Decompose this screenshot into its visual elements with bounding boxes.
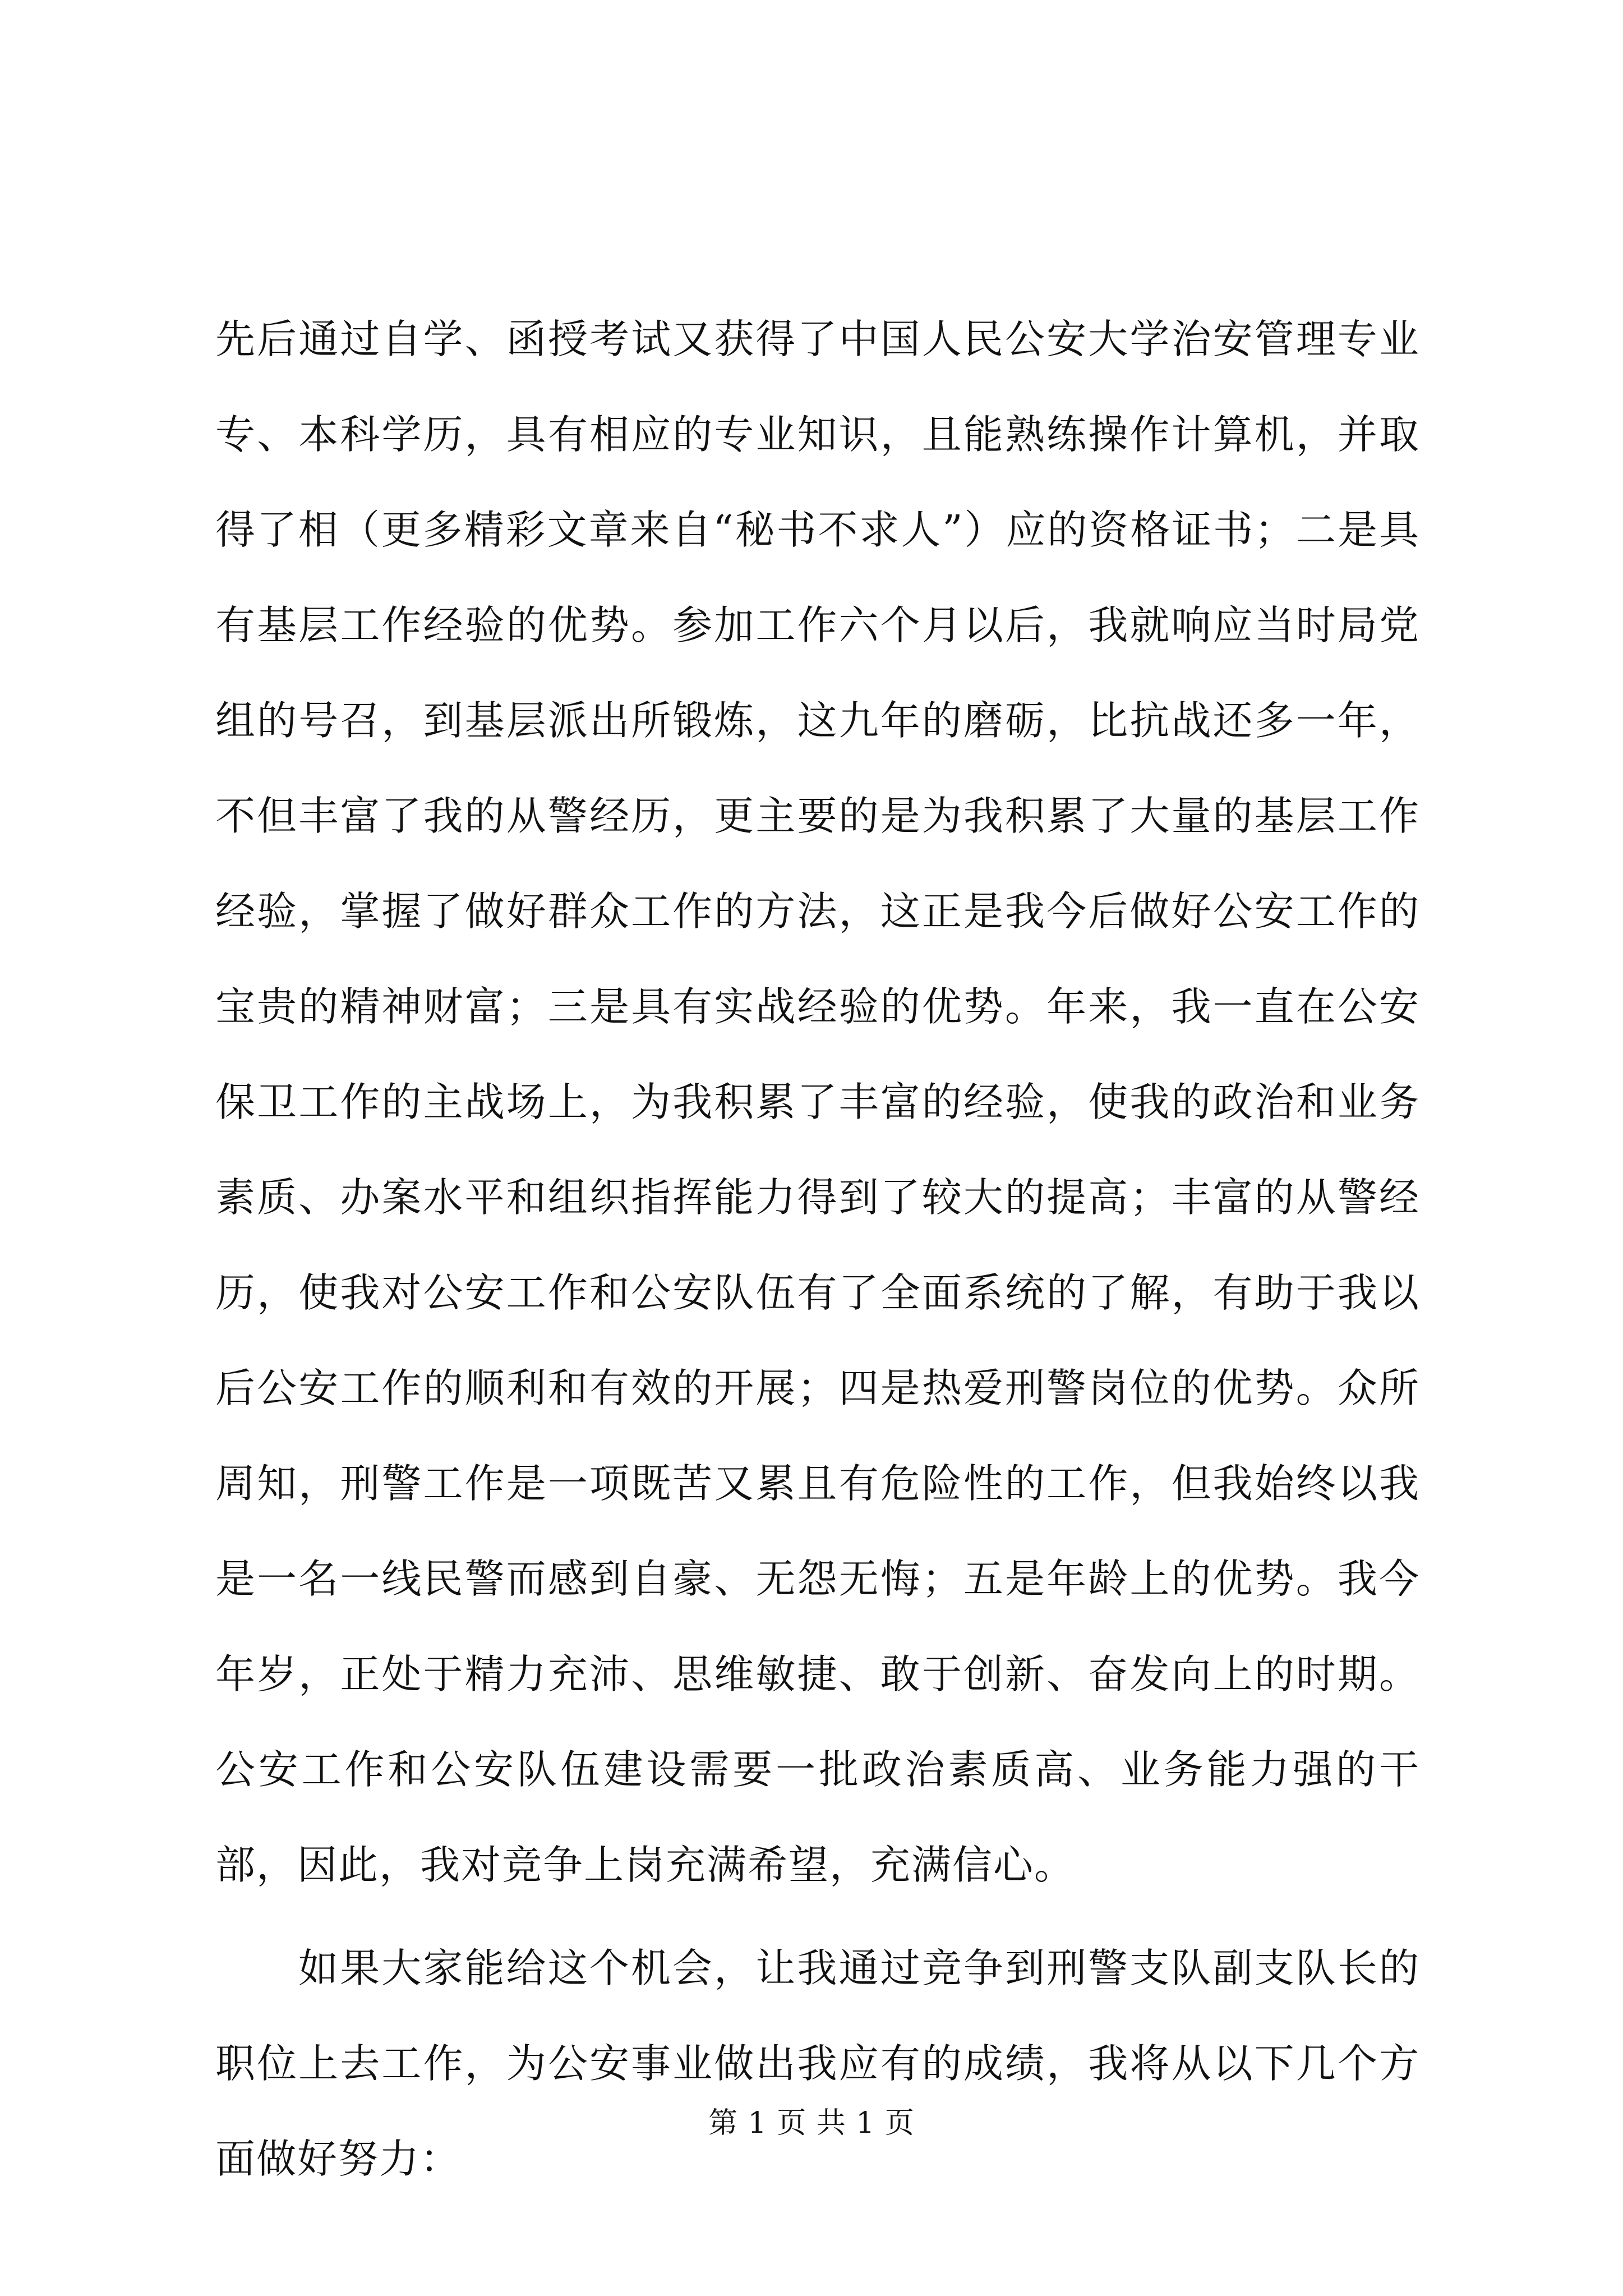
paragraph-1: 先后通过自学、函授考试又获得了中国人民公安大学治安管理专业专、本科学历，具有相应的专业知识，且能熟练操作计算机，并取得了相（更多精彩文章来自“秘书不求人”）应的资格证书；二是具有基层工作经验的优势。参加工作六个月以后，我就响应当时局党组的号召，到基层派出所锻炼，这九年的磨砺，比抗战还多一年，不但丰富了我的从警经历，更主要的是为我积累了大量的基层工作经验，掌握了做好群众工作的方法，这正是我今后做好公安工作的宝贵的精神财富；三是具有实战经验的优势。年来，我一直在公安保卫工作的主战场上，为我积累了丰富的经验，使我的政治和业务素质、办案水平和组织指挥能力得到了较大的提高；丰富的从警经历，使我对公安工作和公安队伍有了全面系统的了解，有助于我以后公安工作的顺利和有效的开展；四是热爱刑警岗位的优势。众所周知，刑警工作是一项既苦又累且有危险性的工作，但我始终以我是一名一线民警而感到自豪、无怨无悔；五是年龄上的优势。我今年岁，正处于精力充沛、思维敏捷、敢于创新、奋发向上的时期。公安工作和公安队伍建设需要一批政治素质高、业务能力强的干部，因此，我对竞争上岗充满希望，充满信心。 [215, 316, 1420, 1888]
page-footer: 第 1 页 共 1 页 [708, 2106, 915, 2140]
document-body [215, 292, 1420, 2207]
paragraph-2: 如果大家能给这个机会，让我通过竞争到刑警支队副支队长的职位上去工作，为公安事业做出我应有的成绩，我将从以下几个方面做好努力： [215, 1945, 1420, 2182]
